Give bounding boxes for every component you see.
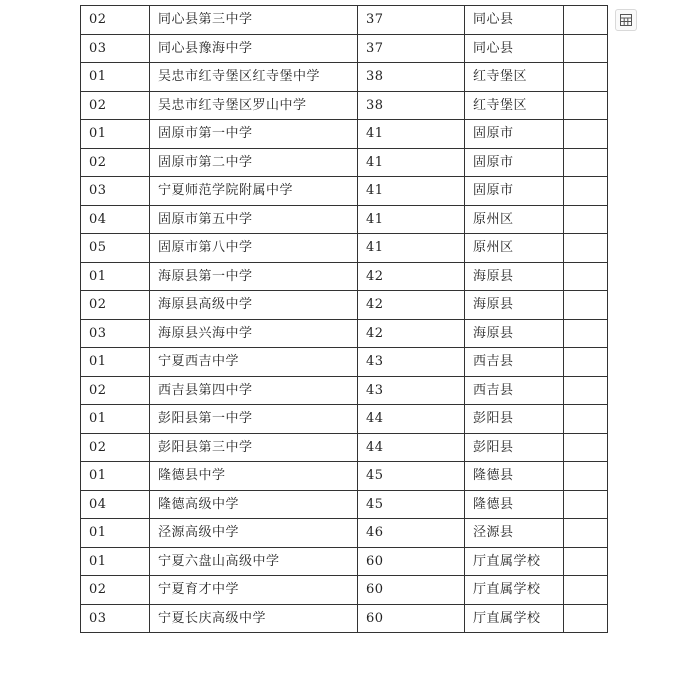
- code-cell: 03: [81, 34, 150, 63]
- district-cell: 厅直属学校: [465, 604, 564, 633]
- table-row: [81, 34, 608, 63]
- district-cell: 西吉县: [465, 348, 564, 377]
- region-code-cell: 41: [358, 120, 465, 149]
- school-name-cell: 海原县第一中学: [150, 262, 358, 291]
- district-cell: 厅直属学校: [465, 547, 564, 576]
- note-cell: [564, 519, 608, 548]
- school-name-cell: 彭阳县第一中学: [150, 405, 358, 434]
- district-cell: 西吉县: [465, 376, 564, 405]
- district-cell: 海原县: [465, 262, 564, 291]
- school-name-cell: 泾源高级中学: [150, 519, 358, 548]
- school-name-cell: 宁夏育才中学: [150, 576, 358, 605]
- table-row: [81, 576, 608, 605]
- school-name-cell: 彭阳县第三中学: [150, 433, 358, 462]
- note-cell: [564, 148, 608, 177]
- region-code-cell: 41: [358, 234, 465, 263]
- table-row: [81, 462, 608, 491]
- school-name-cell: 宁夏长庆高级中学: [150, 604, 358, 633]
- district-cell: 泾源县: [465, 519, 564, 548]
- school-name-cell: 宁夏六盘山高级中学: [150, 547, 358, 576]
- note-cell: [564, 262, 608, 291]
- note-cell: [564, 405, 608, 434]
- table-row: [81, 319, 608, 348]
- note-cell: [564, 34, 608, 63]
- district-cell: 厅直属学校: [465, 576, 564, 605]
- table-row: [81, 405, 608, 434]
- school-name-cell: 固原市第八中学: [150, 234, 358, 263]
- note-cell: [564, 120, 608, 149]
- note-cell: [564, 319, 608, 348]
- school-name-cell: 吴忠市红寺堡区罗山中学: [150, 91, 358, 120]
- table-row: [81, 120, 608, 149]
- region-code-cell: 46: [358, 519, 465, 548]
- region-code-cell: 44: [358, 405, 465, 434]
- district-cell: 隆德县: [465, 462, 564, 491]
- district-cell: 红寺堡区: [465, 91, 564, 120]
- school-name-cell: 固原市第二中学: [150, 148, 358, 177]
- note-cell: [564, 348, 608, 377]
- table-row: [81, 604, 608, 633]
- school-name-cell: 同心县第三中学: [150, 6, 358, 35]
- region-code-cell: 38: [358, 63, 465, 92]
- region-code-cell: 44: [358, 433, 465, 462]
- code-cell: 02: [81, 91, 150, 120]
- table-extract-icon[interactable]: [615, 9, 637, 31]
- table-row: [81, 490, 608, 519]
- code-cell: 01: [81, 405, 150, 434]
- district-cell: 同心县: [465, 34, 564, 63]
- region-code-cell: 60: [358, 604, 465, 633]
- school-name-cell: 隆德高级中学: [150, 490, 358, 519]
- note-cell: [564, 490, 608, 519]
- code-cell: 03: [81, 604, 150, 633]
- note-cell: [564, 547, 608, 576]
- region-code-cell: 41: [358, 205, 465, 234]
- region-code-cell: 41: [358, 177, 465, 206]
- district-cell: 彭阳县: [465, 405, 564, 434]
- table-row: [81, 376, 608, 405]
- note-cell: [564, 604, 608, 633]
- district-cell: 固原市: [465, 177, 564, 206]
- code-cell: 01: [81, 262, 150, 291]
- region-code-cell: 42: [358, 319, 465, 348]
- note-cell: [564, 576, 608, 605]
- region-code-cell: 60: [358, 547, 465, 576]
- note-cell: [564, 177, 608, 206]
- code-cell: 01: [81, 519, 150, 548]
- code-cell: 02: [81, 576, 150, 605]
- school-name-cell: 宁夏师范学院附属中学: [150, 177, 358, 206]
- district-cell: 原州区: [465, 234, 564, 263]
- region-code-cell: 43: [358, 376, 465, 405]
- table-row: [81, 63, 608, 92]
- code-cell: 02: [81, 433, 150, 462]
- table-row: [81, 205, 608, 234]
- code-cell: 01: [81, 462, 150, 491]
- district-cell: 隆德县: [465, 490, 564, 519]
- district-cell: 红寺堡区: [465, 63, 564, 92]
- region-code-cell: 43: [358, 348, 465, 377]
- table-row: [81, 148, 608, 177]
- school-name-cell: 海原县高级中学: [150, 291, 358, 320]
- region-code-cell: 60: [358, 576, 465, 605]
- school-table: [80, 5, 608, 633]
- region-code-cell: 37: [358, 34, 465, 63]
- note-cell: [564, 376, 608, 405]
- district-cell: 彭阳县: [465, 433, 564, 462]
- school-name-cell: 隆德县中学: [150, 462, 358, 491]
- code-cell: 04: [81, 205, 150, 234]
- school-name-cell: 吴忠市红寺堡区红寺堡中学: [150, 63, 358, 92]
- note-cell: [564, 291, 608, 320]
- code-cell: 04: [81, 490, 150, 519]
- code-cell: 01: [81, 63, 150, 92]
- district-cell: 同心县: [465, 6, 564, 35]
- region-code-cell: 38: [358, 91, 465, 120]
- district-cell: 原州区: [465, 205, 564, 234]
- note-cell: [564, 63, 608, 92]
- table-row: [81, 348, 608, 377]
- table-extract-icon-glyph: [619, 13, 633, 27]
- note-cell: [564, 205, 608, 234]
- school-name-cell: 固原市第五中学: [150, 205, 358, 234]
- table-row: [81, 433, 608, 462]
- region-code-cell: 42: [358, 291, 465, 320]
- code-cell: 05: [81, 234, 150, 263]
- district-cell: 海原县: [465, 319, 564, 348]
- code-cell: 03: [81, 319, 150, 348]
- district-cell: 固原市: [465, 148, 564, 177]
- table-row: [81, 262, 608, 291]
- note-cell: [564, 6, 608, 35]
- table-row: [81, 291, 608, 320]
- region-code-cell: 45: [358, 462, 465, 491]
- region-code-cell: 37: [358, 6, 465, 35]
- table-row: [81, 177, 608, 206]
- code-cell: 02: [81, 376, 150, 405]
- note-cell: [564, 433, 608, 462]
- code-cell: 03: [81, 177, 150, 206]
- code-cell: 02: [81, 148, 150, 177]
- table-row: [81, 6, 608, 35]
- code-cell: 02: [81, 291, 150, 320]
- region-code-cell: 45: [358, 490, 465, 519]
- school-name-cell: 宁夏西吉中学: [150, 348, 358, 377]
- table-row: [81, 519, 608, 548]
- table-row: [81, 91, 608, 120]
- district-cell: 固原市: [465, 120, 564, 149]
- school-name-cell: 同心县豫海中学: [150, 34, 358, 63]
- region-code-cell: 42: [358, 262, 465, 291]
- school-name-cell: 固原市第一中学: [150, 120, 358, 149]
- school-name-cell: 西吉县第四中学: [150, 376, 358, 405]
- code-cell: 01: [81, 120, 150, 149]
- code-cell: 01: [81, 348, 150, 377]
- note-cell: [564, 234, 608, 263]
- code-cell: 01: [81, 547, 150, 576]
- note-cell: [564, 462, 608, 491]
- code-cell: 02: [81, 6, 150, 35]
- table-row: [81, 234, 608, 263]
- region-code-cell: 41: [358, 148, 465, 177]
- district-cell: 海原县: [465, 291, 564, 320]
- school-name-cell: 海原县兴海中学: [150, 319, 358, 348]
- note-cell: [564, 91, 608, 120]
- table-row: [81, 547, 608, 576]
